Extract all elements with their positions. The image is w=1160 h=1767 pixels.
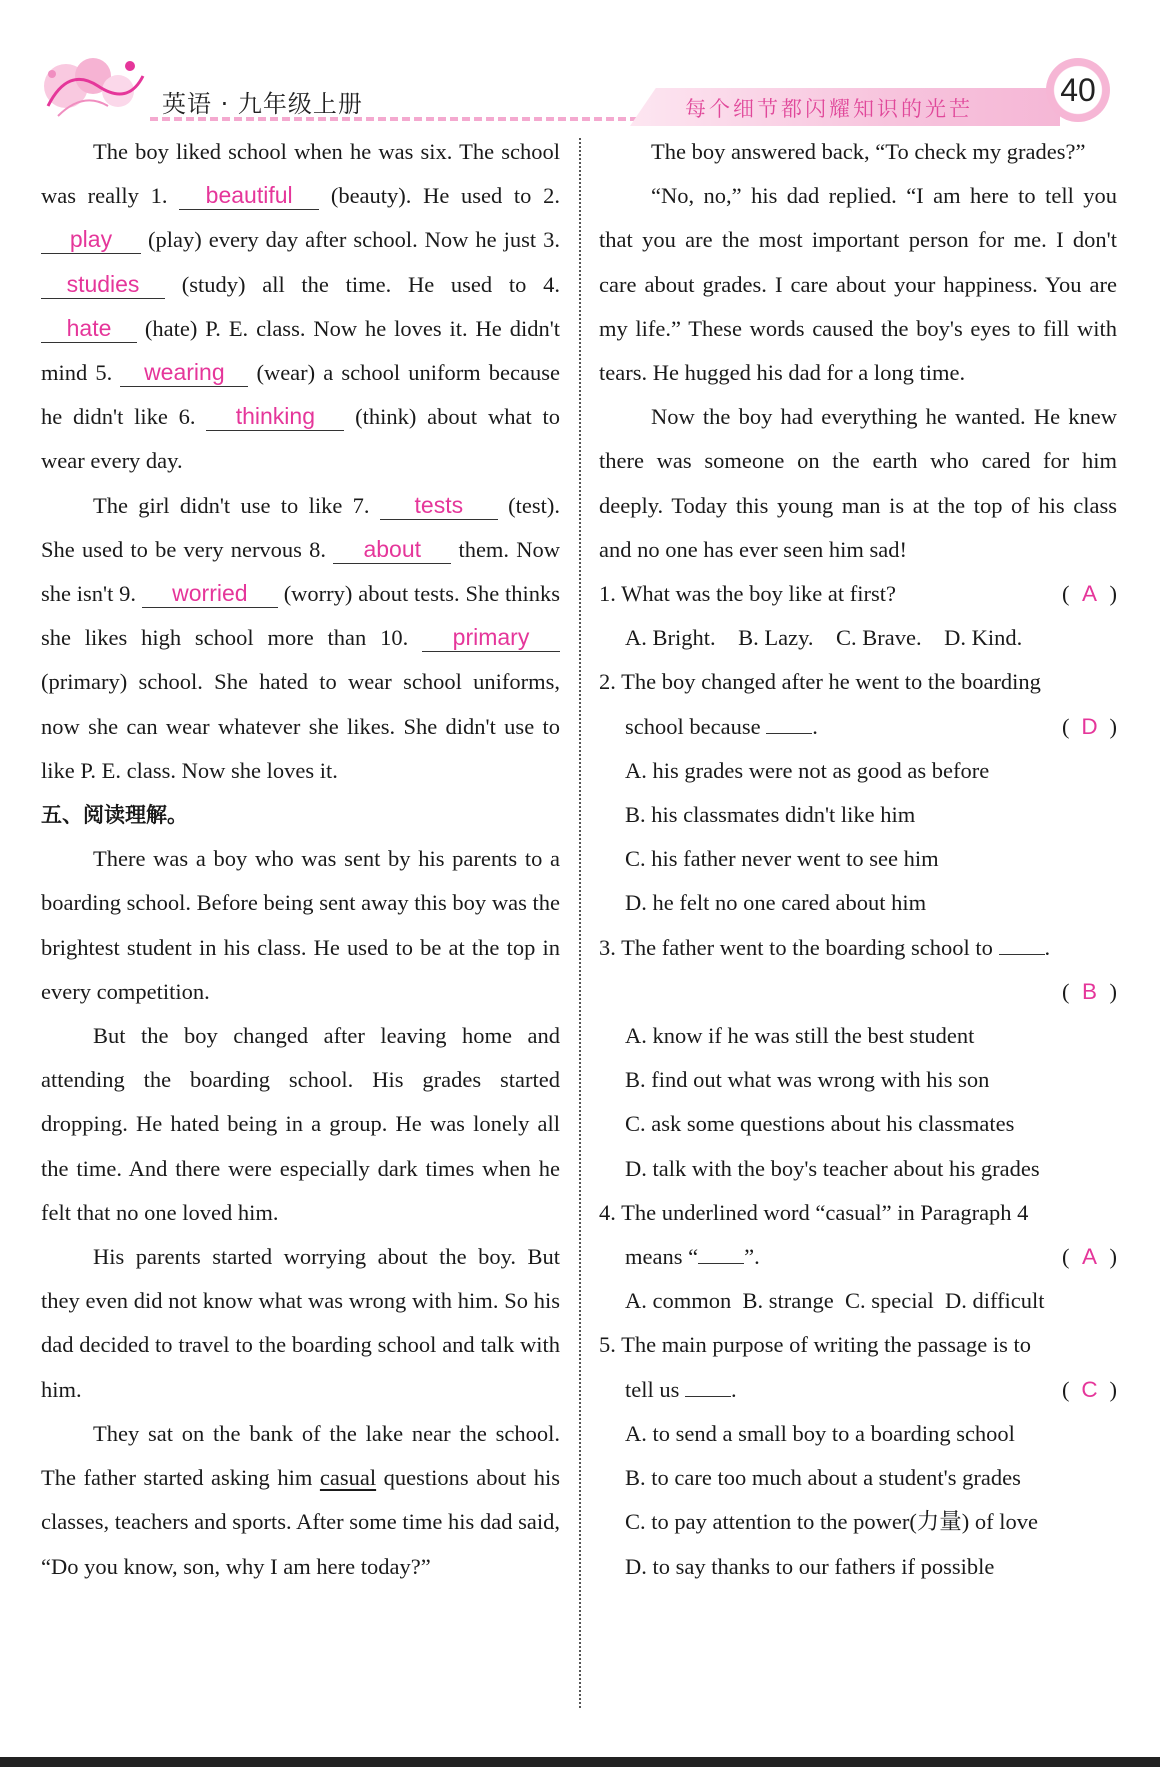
- answer-blank-8: about: [333, 535, 451, 564]
- book-title: 英语 · 九年级上册: [162, 90, 363, 118]
- option: A. to send a small boy to a boarding school: [625, 1420, 1015, 1446]
- column-divider: [579, 138, 581, 1708]
- reading-paragraph-1: There was a boy who was sent by his parents to a boarding school. Before being sent away this boy was the brightest student in his class. He used to be at the top in every competition.: [41, 846, 560, 1004]
- left-column: [41, 130, 560, 1589]
- options-line: A. common B. strange C. special D. difficult: [625, 1288, 1045, 1314]
- option: A. his grades were not as good as before: [625, 757, 990, 783]
- text: questions about his classes, teachers and sports. After some time his dad said, “Do you know, son, why I am here today?”: [41, 1465, 560, 1579]
- text: (study) all the time. He used to 4.: [181, 271, 560, 297]
- answer-choice: ( C ): [1062, 1368, 1117, 1412]
- question-2-stem: 2. The boy changed after he went to the boarding: [599, 669, 1041, 695]
- text: (play) every day after school. Now he just 3.: [148, 227, 561, 253]
- text: (beauty). He used to 2.: [330, 183, 560, 209]
- section-heading: 五、阅读理解。: [41, 803, 188, 828]
- blank: [685, 1396, 731, 1397]
- text: (primary) school. She hated to wear school uniforms, now she can wear whatever she likes. She didn't use to like P. E. class. Now she loves it.: [41, 669, 560, 783]
- option: D. talk with the boy's teacher about his grades: [625, 1155, 1040, 1181]
- question-stem: 3. The father went to the boarding school to: [599, 934, 993, 960]
- text: The boy liked school when he was six. The school was really 1.: [41, 139, 560, 209]
- floral-ornament-icon: [38, 46, 148, 126]
- text: (worry) about tests. She thinks she likes high school more than 10.: [41, 581, 561, 651]
- blank: [698, 1263, 744, 1264]
- answer-blank-1: beautiful: [179, 181, 319, 210]
- question-5-stem: 5. The main purpose of writing the passage is to: [599, 1332, 1032, 1358]
- option: D. to say thanks to our fathers if possible: [625, 1553, 995, 1579]
- header-divider: [150, 117, 650, 121]
- question-4-line2: [599, 1235, 1117, 1279]
- answer-choice: ( A ): [1062, 572, 1117, 616]
- blank: [999, 954, 1045, 955]
- bottom-edge: [0, 1757, 1160, 1767]
- page-header: [0, 0, 1160, 130]
- options-line: A. Bright. B. Lazy. C. Brave. D. Kind.: [625, 625, 1023, 651]
- text: They sat on the bank of the lake near the school. The father started asking him: [41, 1420, 560, 1491]
- cloze-paragraph-1: [41, 130, 560, 484]
- reading-paragraph-5: The boy answered back, “To check my grades?”: [651, 139, 1086, 164]
- option: B. his classmates didn't like him: [625, 802, 916, 828]
- answer-blank-5: wearing: [120, 358, 248, 387]
- answer-choice: ( B ): [1062, 979, 1117, 1004]
- answer-blank-2: play: [41, 225, 141, 254]
- option: C. his father never went to see him: [625, 846, 939, 872]
- question-2-line2: school because . ( D ): [599, 705, 1117, 749]
- answer-blank-7: tests: [380, 491, 498, 520]
- reading-paragraph-3: His parents started worrying about the boy. But they even did not know what was wrong with him. So his dad decided to travel to the boarding school and talk with him.: [41, 1244, 560, 1402]
- question-3-stem: 3. The father went to the boarding school to .: [599, 934, 1051, 960]
- answer-blank-9: worried: [142, 579, 278, 608]
- option: D. he felt no one cared about him: [625, 890, 927, 916]
- text: (wear) a school uniform because he didn't like 6.: [41, 360, 560, 430]
- question-stem: school because: [625, 713, 761, 739]
- text: (think) about what to wear every day.: [41, 404, 560, 474]
- blank: [766, 733, 812, 734]
- answer-letter: A: [1081, 581, 1097, 607]
- text: (hate) P. E. class. Now he loves it. He didn't mind 5.: [41, 315, 561, 386]
- option: B. find out what was wrong with his son: [625, 1067, 990, 1093]
- option: B. to care too much about a student's grades: [625, 1465, 1021, 1491]
- answer-choice: ( A ): [1062, 1235, 1117, 1279]
- answer-choice: ( D ): [1062, 705, 1117, 749]
- answer-letter: C: [1081, 1376, 1098, 1402]
- reading-paragraph-4: [41, 1412, 560, 1589]
- header-slogan: 每个细节都闪耀知识的光芒: [685, 97, 973, 121]
- reading-paragraph-7: Now the boy had everything he wanted. He knew there was someone on the earth who cared for him deeply. Today this young man is at the top of his class and no one has ever seen him sad!: [599, 404, 1117, 562]
- cloze-paragraph-2: [41, 484, 560, 793]
- right-column: [599, 130, 1117, 1589]
- question-stem: means “: [625, 1244, 699, 1270]
- answer-blank-4: hate: [41, 314, 137, 343]
- answer-blank-6: thinking: [206, 402, 344, 431]
- underlined-word: casual: [319, 1465, 377, 1491]
- question-stem: tell us: [625, 1376, 680, 1402]
- text: The girl didn't use to like 7.: [93, 492, 370, 518]
- question-1: [599, 572, 1117, 616]
- question-4-stem: 4. The underlined word “casual” in Paragraph 4: [599, 1199, 1029, 1225]
- answer-letter: A: [1081, 1244, 1097, 1270]
- answer-blank-10: primary: [422, 623, 560, 652]
- page-number: 40: [1046, 58, 1110, 122]
- reading-paragraph-2: But the boy changed after leaving home and attending the boarding school. His grades started dropping. He hated being in a group. He was lonely all the time. And there were especially dark times when he felt that no one loved him.: [41, 1023, 560, 1225]
- answer-letter: D: [1081, 713, 1098, 739]
- answer-blank-3: studies: [41, 270, 165, 299]
- option: A. know if he was still the best student: [625, 1023, 975, 1049]
- answer-letter: B: [1081, 978, 1097, 1004]
- question-3-answer-line: [599, 970, 1117, 1014]
- reading-paragraph-6: “No, no,” his dad replied. “I am here to tell you that you are the most important person for me. I don't care about grades. I care about your happiness. You are my life.” These words caused the boy's eyes to fill with tears. He hugged his dad for a long time.: [599, 183, 1117, 386]
- option: C. to pay attention to the power(力量) of love: [625, 1509, 1039, 1535]
- text: them. Now she isn't 9.: [41, 536, 560, 607]
- question-5-line2: tell us . ( C ): [599, 1368, 1117, 1412]
- question-stem: ”.: [744, 1244, 760, 1270]
- text: (test). She used to be very nervous 8.: [41, 492, 560, 562]
- option: C. ask some questions about his classmates: [625, 1111, 1015, 1137]
- question-stem: 1. What was the boy like at first?: [599, 581, 897, 607]
